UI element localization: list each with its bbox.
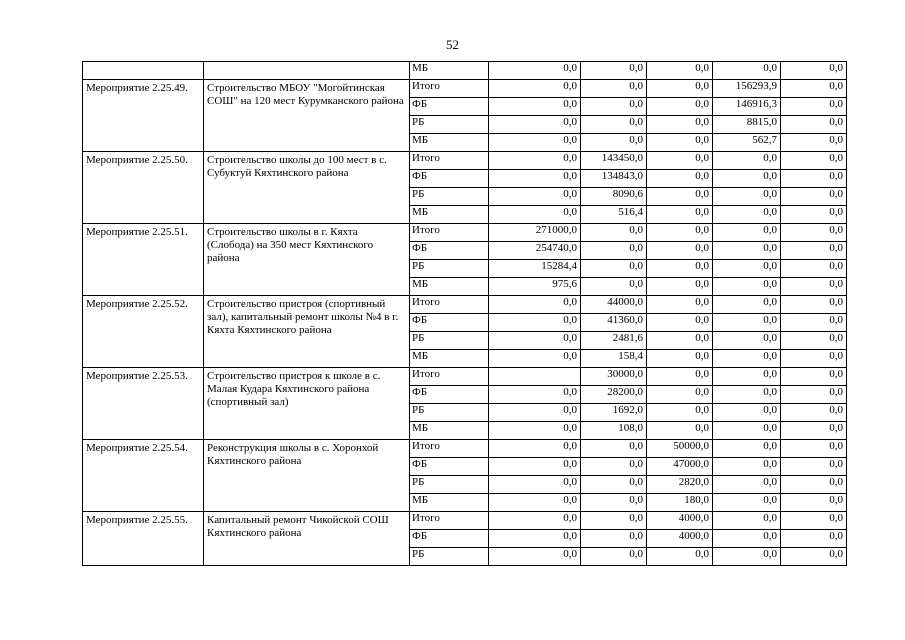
value-cell: 0,0 — [781, 458, 847, 476]
value-cell: 0,0 — [581, 62, 647, 80]
value-cell: 0,0 — [647, 62, 713, 80]
value-cell: 0,0 — [581, 242, 647, 260]
table-row — [83, 512, 847, 530]
description-cell — [204, 62, 410, 80]
value-cell: 15284,4 — [489, 260, 581, 278]
value-cell: 0,0 — [489, 440, 581, 458]
value-cell: 41360,0 — [581, 314, 647, 332]
value-cell: 0,0 — [647, 548, 713, 566]
value-cell: 516,4 — [581, 206, 647, 224]
event-id: Мероприятие 2.25.49. — [83, 80, 204, 152]
funding-source: МБ — [410, 494, 489, 512]
value-cell: 0,0 — [489, 206, 581, 224]
value-cell: 158,4 — [581, 350, 647, 368]
value-cell: 0,0 — [713, 476, 781, 494]
funding-source: ФБ — [410, 386, 489, 404]
value-cell: 0,0 — [713, 386, 781, 404]
value-cell: 0,0 — [781, 476, 847, 494]
value-cell: 0,0 — [581, 80, 647, 98]
value-cell: 0,0 — [489, 152, 581, 170]
event-description: Строительство МБОУ "Могойтинская СОШ" на 120 мест Курумканского района — [204, 80, 410, 152]
value-cell: 0,0 — [489, 548, 581, 566]
value-cell: 2820,0 — [647, 476, 713, 494]
funding-source: РБ — [410, 332, 489, 350]
value-cell: 0,0 — [489, 170, 581, 188]
value-cell: 0,0 — [713, 260, 781, 278]
value-cell: 146916,3 — [713, 98, 781, 116]
funding-source: МБ — [410, 206, 489, 224]
event-id: Мероприятие 2.25.54. — [83, 440, 204, 512]
value-cell: 0,0 — [489, 134, 581, 152]
value-cell: 0,0 — [781, 188, 847, 206]
event-cell — [83, 62, 204, 80]
value-cell: 143450,0 — [581, 152, 647, 170]
value-cell: 0,0 — [713, 314, 781, 332]
value-cell: 0,0 — [781, 314, 847, 332]
value-cell: 0,0 — [647, 368, 713, 386]
funding-source: ФБ — [410, 242, 489, 260]
event-description: Капитальный ремонт Чикойской СОШ Кяхтинского района — [204, 512, 410, 566]
value-cell: 4000,0 — [647, 512, 713, 530]
value-cell: 0,0 — [489, 404, 581, 422]
value-cell: 0,0 — [647, 278, 713, 296]
value-cell: 0,0 — [647, 242, 713, 260]
value-cell: 0,0 — [581, 458, 647, 476]
value-cell: 0,0 — [489, 332, 581, 350]
value-cell: 0,0 — [581, 260, 647, 278]
table-row — [83, 80, 847, 98]
value-cell: 0,0 — [581, 440, 647, 458]
event-id: Мероприятие 2.25.50. — [83, 152, 204, 224]
funding-source: Итого — [410, 80, 489, 98]
value-cell: 0,0 — [647, 98, 713, 116]
value-cell: 0,0 — [781, 62, 847, 80]
funding-source: ФБ — [410, 530, 489, 548]
event-description: Реконструкция школы в с. Хоронхой Кяхтинского района — [204, 440, 410, 512]
value-cell: 0,0 — [489, 116, 581, 134]
value-cell: 0,0 — [581, 494, 647, 512]
value-cell: 0,0 — [713, 206, 781, 224]
value-cell: 0,0 — [713, 422, 781, 440]
event-description: Строительство пристроя к школе в с. Малая Кудара Кяхтинского района (спортивный зал) — [204, 368, 410, 440]
value-cell: 0,0 — [647, 224, 713, 242]
value-cell: 0,0 — [647, 152, 713, 170]
value-cell: 0,0 — [713, 440, 781, 458]
value-cell: 0,0 — [581, 530, 647, 548]
funding-source: Итого — [410, 440, 489, 458]
funding-source: ФБ — [410, 170, 489, 188]
value-cell: 0,0 — [713, 548, 781, 566]
value-cell: 44000,0 — [581, 296, 647, 314]
funding-source: ФБ — [410, 314, 489, 332]
value-cell: 0,0 — [581, 512, 647, 530]
funding-source: РБ — [410, 260, 489, 278]
funding-source: РБ — [410, 404, 489, 422]
value-cell: 0,0 — [781, 548, 847, 566]
value-cell: 1692,0 — [581, 404, 647, 422]
value-cell: 0,0 — [647, 188, 713, 206]
value-cell: 0,0 — [489, 494, 581, 512]
value-cell: 0,0 — [781, 116, 847, 134]
value-cell: 0,0 — [713, 494, 781, 512]
value-cell: 0,0 — [647, 350, 713, 368]
value-cell: 0,0 — [781, 368, 847, 386]
value-cell: 0,0 — [647, 296, 713, 314]
event-id: Мероприятие 2.25.51. — [83, 224, 204, 296]
funding-source: РБ — [410, 116, 489, 134]
page-number: 52 — [446, 37, 459, 52]
table-row — [83, 62, 847, 80]
value-cell: 0,0 — [713, 170, 781, 188]
value-cell: 975,6 — [489, 278, 581, 296]
value-cell: 0,0 — [489, 530, 581, 548]
value-cell: 0,0 — [781, 242, 847, 260]
value-cell: 0,0 — [647, 422, 713, 440]
value-cell: 0,0 — [781, 512, 847, 530]
event-id: Мероприятие 2.25.52. — [83, 296, 204, 368]
value-cell: 0,0 — [647, 260, 713, 278]
value-cell: 271000,0 — [489, 224, 581, 242]
funding-source: МБ — [410, 422, 489, 440]
value-cell: 0,0 — [489, 458, 581, 476]
value-cell: 0,0 — [781, 530, 847, 548]
funding-source: РБ — [410, 548, 489, 566]
value-cell: 8815,0 — [713, 116, 781, 134]
value-cell: 0,0 — [647, 386, 713, 404]
value-cell: 0,0 — [489, 386, 581, 404]
value-cell: 50000,0 — [647, 440, 713, 458]
value-cell: 0,0 — [713, 152, 781, 170]
value-cell: 0,0 — [713, 332, 781, 350]
value-cell: 0,0 — [781, 332, 847, 350]
value-cell: 0,0 — [781, 80, 847, 98]
value-cell: 108,0 — [581, 422, 647, 440]
value-cell: 134843,0 — [581, 170, 647, 188]
funding-source: МБ — [410, 350, 489, 368]
value-cell: 0,0 — [781, 386, 847, 404]
value-cell: 0,0 — [647, 404, 713, 422]
value-cell: 562,7 — [713, 134, 781, 152]
value-cell: 0,0 — [581, 476, 647, 494]
value-cell: 0,0 — [781, 422, 847, 440]
value-cell: 0,0 — [781, 440, 847, 458]
table-row — [83, 296, 847, 314]
value-cell: 0,0 — [489, 512, 581, 530]
value-cell: 0,0 — [713, 296, 781, 314]
value-cell: 0,0 — [647, 206, 713, 224]
value-cell: 0,0 — [647, 332, 713, 350]
funding-source: ФБ — [410, 458, 489, 476]
value-cell: 2481,6 — [581, 332, 647, 350]
value-cell: 30000,0 — [581, 368, 647, 386]
value-cell: 0,0 — [781, 134, 847, 152]
value-cell: 0,0 — [781, 98, 847, 116]
value-cell: 0,0 — [489, 314, 581, 332]
value-cell: 0,0 — [781, 494, 847, 512]
value-cell: 0,0 — [713, 512, 781, 530]
value-cell: 0,0 — [781, 224, 847, 242]
value-cell: 0,0 — [581, 224, 647, 242]
table-row — [83, 368, 847, 386]
funding-source: Итого — [410, 512, 489, 530]
value-cell: 0,0 — [713, 224, 781, 242]
funding-source: РБ — [410, 476, 489, 494]
event-description: Строительство школы в г. Кяхта (Слобода) на 350 мест Кяхтинского района — [204, 224, 410, 296]
value-cell: 4000,0 — [647, 530, 713, 548]
value-cell: 0,0 — [647, 170, 713, 188]
event-id: Мероприятие 2.25.53. — [83, 368, 204, 440]
value-cell: 0,0 — [489, 476, 581, 494]
value-cell: 0,0 — [781, 350, 847, 368]
funding-source: РБ — [410, 188, 489, 206]
value-cell: 0,0 — [581, 134, 647, 152]
value-cell: 0,0 — [713, 242, 781, 260]
funding-source: Итого — [410, 296, 489, 314]
value-cell: 254740,0 — [489, 242, 581, 260]
value-cell: 0,0 — [713, 458, 781, 476]
value-cell: 0,0 — [581, 278, 647, 296]
value-cell: 0,0 — [489, 80, 581, 98]
value-cell: 0,0 — [781, 404, 847, 422]
value-cell: 0,0 — [489, 188, 581, 206]
value-cell: 0,0 — [713, 188, 781, 206]
value-cell: 180,0 — [647, 494, 713, 512]
value-cell: 0,0 — [781, 206, 847, 224]
value-cell: 0,0 — [489, 422, 581, 440]
value-cell: 0,0 — [647, 134, 713, 152]
value-cell: 0,0 — [581, 98, 647, 116]
table-row — [83, 440, 847, 458]
table-row — [83, 224, 847, 242]
value-cell: 0,0 — [713, 350, 781, 368]
value-cell: 28200,0 — [581, 386, 647, 404]
value-cell: 0,0 — [489, 62, 581, 80]
funding-source: Итого — [410, 224, 489, 242]
value-cell: 0,0 — [713, 530, 781, 548]
value-cell: 0,0 — [781, 296, 847, 314]
funding-source: МБ — [410, 134, 489, 152]
value-cell: 0,0 — [647, 80, 713, 98]
event-description: Строительство школы до 100 мест в с. Субуктуй Кяхтинского района — [204, 152, 410, 224]
value-cell: 0,0 — [581, 116, 647, 134]
table-body — [83, 62, 847, 566]
value-cell: 0,0 — [781, 170, 847, 188]
funding-source: Итого — [410, 152, 489, 170]
funding-source: ФБ — [410, 98, 489, 116]
value-cell: 0,0 — [781, 278, 847, 296]
budget-table — [82, 61, 847, 566]
value-cell: 0,0 — [713, 404, 781, 422]
event-description: Строительство пристроя (спортивный зал), капитальный ремонт школы №4 в г. Кяхта Кяхтинского района — [204, 296, 410, 368]
funding-source: Итого — [410, 368, 489, 386]
value-cell: 0,0 — [713, 62, 781, 80]
value-cell: 8090,6 — [581, 188, 647, 206]
value-cell: 0,0 — [647, 314, 713, 332]
value-cell: 0,0 — [781, 152, 847, 170]
value-cell: 0,0 — [489, 296, 581, 314]
funding-source: МБ — [410, 62, 489, 80]
value-cell — [489, 368, 581, 386]
value-cell: 156293,9 — [713, 80, 781, 98]
value-cell: 0,0 — [713, 278, 781, 296]
value-cell: 0,0 — [489, 350, 581, 368]
value-cell: 0,0 — [581, 548, 647, 566]
event-id: Мероприятие 2.25.55. — [83, 512, 204, 566]
value-cell: 0,0 — [713, 368, 781, 386]
value-cell: 0,0 — [781, 260, 847, 278]
value-cell: 47000,0 — [647, 458, 713, 476]
value-cell: 0,0 — [647, 116, 713, 134]
value-cell: 0,0 — [489, 98, 581, 116]
funding-source: МБ — [410, 278, 489, 296]
table-row — [83, 152, 847, 170]
